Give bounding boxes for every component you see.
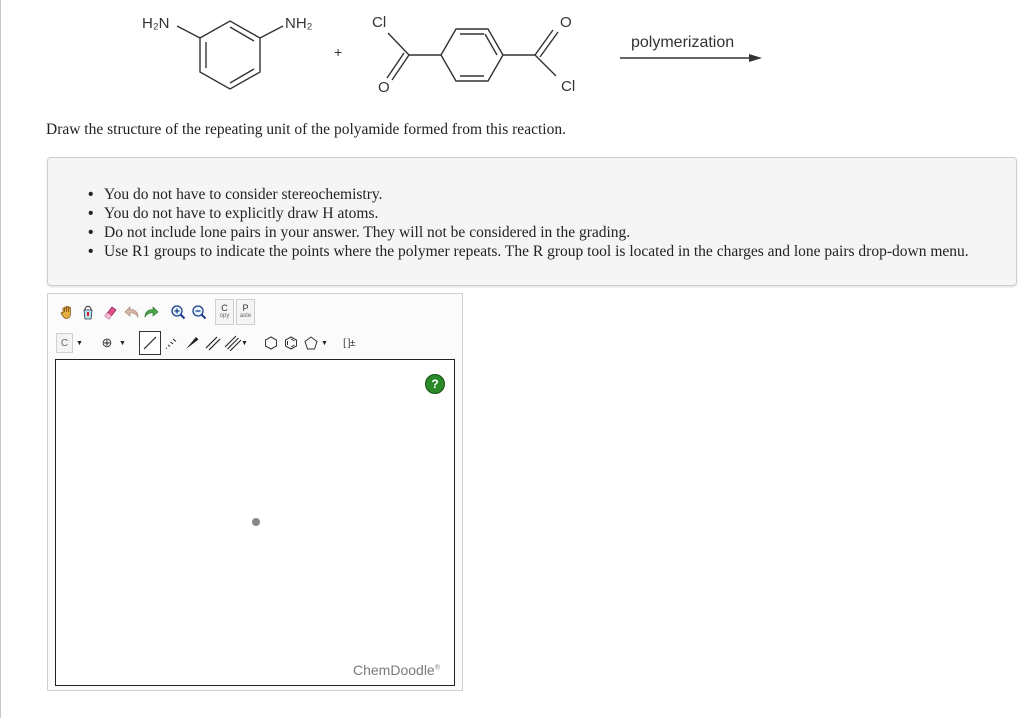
bond-dropdown-arrow[interactable]: ▼ [241,339,248,347]
reaction-scheme [0,0,780,110]
paste-label-bottom: aste [239,313,252,319]
reaction-arrow-label: polymerization [631,34,735,51]
benzene-icon [283,335,299,351]
cyclohexane-icon [263,335,279,351]
charge-dropdown-arrow[interactable]: ▼ [119,339,126,347]
diamine-benzene-ring [200,21,260,89]
double-bond-tool[interactable] [203,332,223,354]
oxygen-label-bottom: O [378,79,390,96]
reaction-arrow-head [749,54,762,62]
lasso-tool[interactable] [78,301,98,323]
undo-arrow-icon [124,305,140,319]
zoom-in-icon [170,304,186,320]
triple-bond-icon [225,335,241,351]
paste-button[interactable] [236,299,255,325]
hand-icon [59,304,75,320]
ring-dropdown-arrow[interactable]: ▼ [321,339,328,347]
paste-label-top: P [242,303,249,313]
single-bond-icon [142,335,158,351]
hashed-bond-tool[interactable] [161,332,181,354]
undo-button[interactable] [122,301,142,323]
copy-button[interactable] [215,299,234,325]
chemdoodle-brand-text: ChemDoodle [353,662,435,678]
hashed-wedge-bond-icon [163,335,179,351]
benzene-ring-tool[interactable] [281,332,301,354]
help-button[interactable]: ? [425,374,445,394]
registered-mark: ® [434,664,440,672]
eraser-tool[interactable] [100,301,120,323]
chlorine-label-bottom: Cl [561,78,576,95]
instructions-list [88,185,969,261]
instructions-panel [47,157,1017,286]
element-selector-button[interactable]: C [56,333,73,353]
cyclopentane-ring-tool[interactable] [301,332,321,354]
drawing-canvas[interactable] [55,359,455,686]
wedge-bond-icon [184,335,200,351]
eraser-icon [102,304,118,320]
lasso-bucket-icon [80,303,96,321]
instruction-item: • Use R1 groups to indicate the points where the polymer repeats. The R group tool is located in the charges and lone pairs drop-down menu. [88,242,969,261]
copy-label-top: C [221,303,228,313]
acid-chloride-benzene-ring [441,29,503,81]
amine-label-right: NH₂ [285,15,313,32]
redo-arrow-icon [143,305,159,319]
zoom-out-button[interactable] [189,301,209,323]
chlorine-label-top: Cl [372,14,387,31]
cyclopentane-icon [303,335,319,351]
single-bond-tool[interactable] [139,331,161,355]
charge-tool-button[interactable]: ⊕ [101,335,113,350]
oxygen-label-top: O [560,14,572,31]
instruction-item: • You do not have to consider stereochemistry. [88,185,969,204]
instruction-item: • You do not have to explicitly draw H atoms. [88,204,969,223]
copy-label-bottom: opy [219,313,230,319]
element-dropdown-arrow[interactable]: ▼ [76,339,83,347]
bracket-tool-button[interactable]: [ ]± [343,337,355,349]
question-prompt: Draw the structure of the repeating unit of the polyamide formed from this reaction. [46,121,566,138]
plus-sign: + [334,44,343,60]
pan-hand-tool[interactable] [57,301,77,323]
cyclohexane-ring-tool[interactable] [261,332,281,354]
amine-label-left: H₂N [142,15,170,32]
zoom-in-button[interactable] [168,301,188,323]
redo-button[interactable] [141,301,161,323]
double-bond-icon [205,335,221,351]
instruction-item: • Do not include lone pairs in your answer. They will not be considered in the grading. [88,223,969,242]
chemdoodle-editor [47,293,463,691]
wedge-bond-tool[interactable] [182,332,202,354]
zoom-out-icon [191,304,207,320]
canvas-center-dot [252,518,260,526]
chemdoodle-brand [353,662,440,678]
